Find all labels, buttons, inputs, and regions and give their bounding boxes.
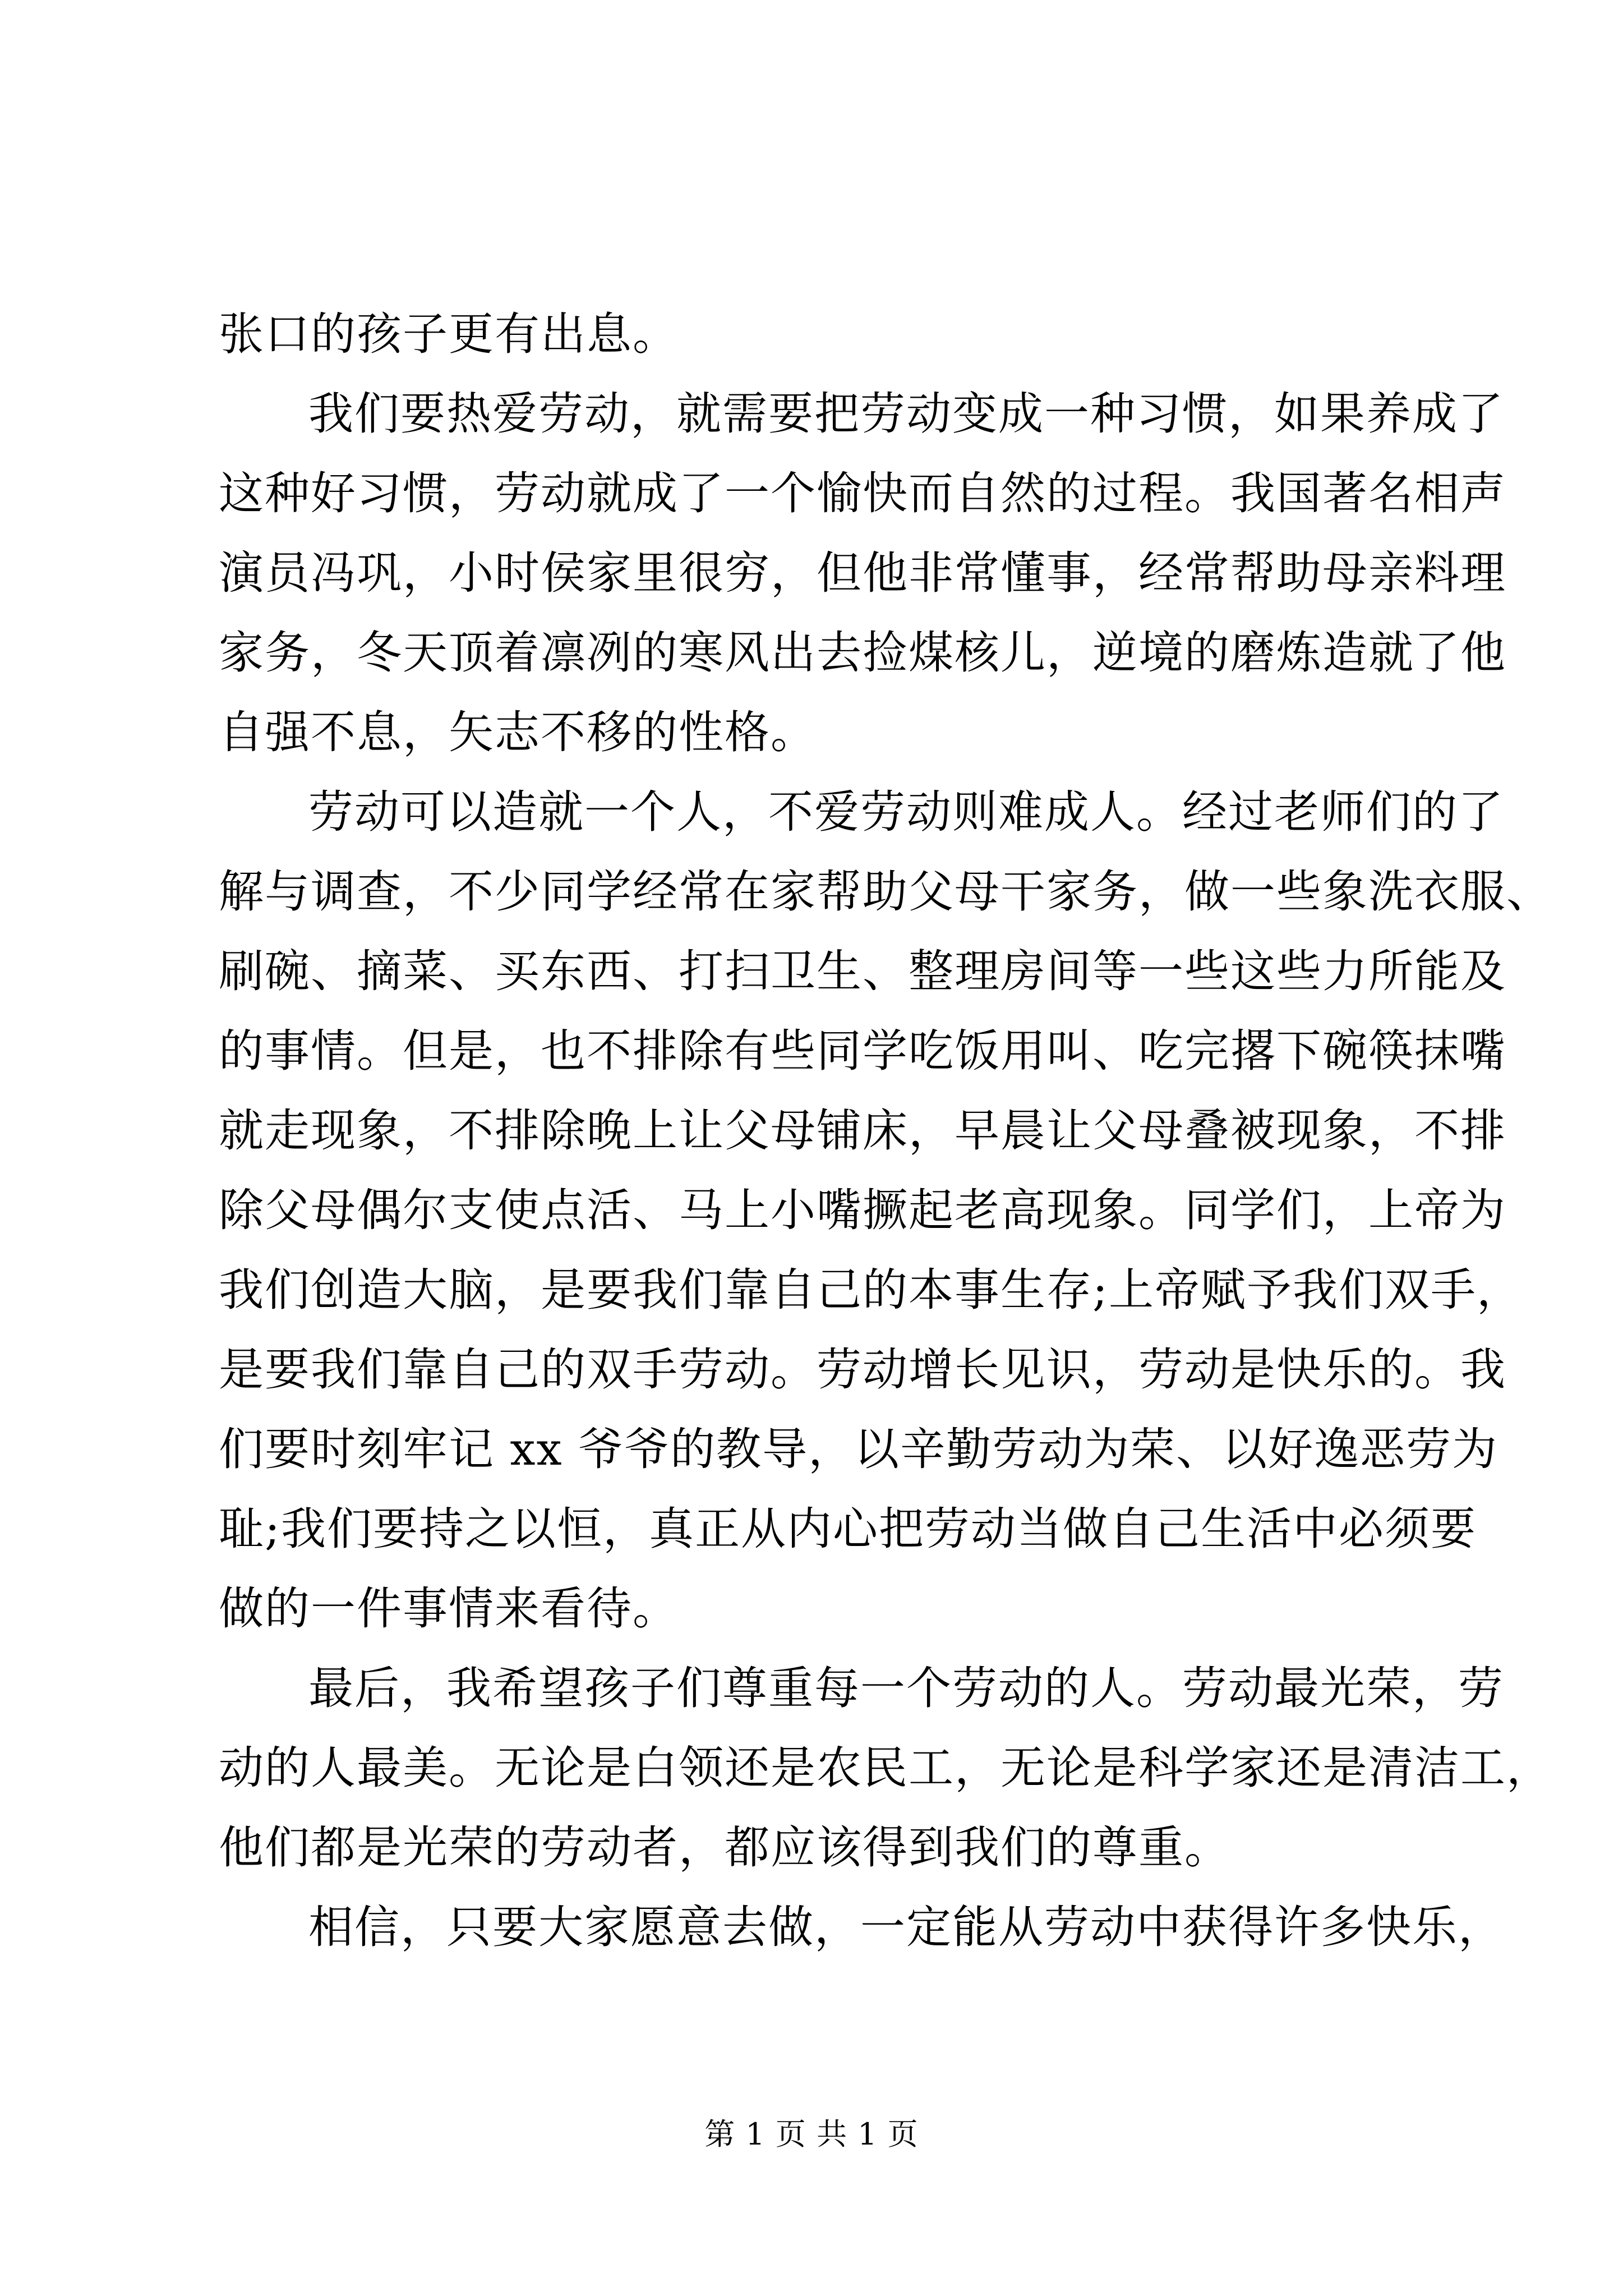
paragraph-line: 我们创造大脑，是要我们靠自己的本事生存;上帝赋予我们双手， [219, 1264, 1523, 1316]
paragraph-line: 是要我们靠自己的双手劳动。劳动增长见识，劳动是快乐的。我 [219, 1343, 1506, 1396]
paragraph-line: 动的人最美。无论是白领还是农民工，无论是科学家还是清洁工， [219, 1742, 1552, 1794]
document-body [219, 295, 1552, 1967]
paragraph-line: 除父母偶尔支使点活、马上小嘴撅起老高现象。同学们，上帝为 [219, 1184, 1506, 1236]
paragraph-line: 耻;我们要持之以恒，真正从内心把劳动当做自己生活中必须要 [219, 1503, 1477, 1555]
paragraph-line: 我们要热爱劳动，就需要把劳动变成一种习惯，如果养成了 [308, 388, 1504, 440]
paragraph-line: 最后，我希望孩子们尊重每一个劳动的人。劳动最光荣，劳 [308, 1662, 1504, 1714]
paragraph-line: 的事情。但是，也不排除有些同学吃饭用叫、吃完撂下碗筷抹嘴 [219, 1025, 1506, 1077]
paragraph-line: 这种好习惯，劳动就成了一个愉快而自然的过程。我国著名相声 [219, 467, 1506, 519]
paragraph-line: 劳动可以造就一个人，不爱劳动则难成人。经过老师们的了 [308, 786, 1504, 838]
paragraph-line: 解与调查，不少同学经常在家帮助父母干家务，做一些象洗衣服、 [219, 866, 1552, 918]
paragraph-line: 他们都是光荣的劳动者，都应该得到我们的尊重。 [219, 1821, 1230, 1874]
paragraph-line: 们要时刻牢记 xx 爷爷的教导，以辛勤劳动为荣、以好逸恶劳为 [219, 1423, 1498, 1475]
paragraph-line: 张口的孩子更有出息。 [219, 308, 679, 360]
paragraph-line: 家务，冬天顶着凛冽的寒风出去捡煤核儿，逆境的磨炼造就了他 [219, 627, 1506, 679]
paragraph-line: 刷碗、摘菜、买东西、打扫卫生、整理房间等一些这些力所能及 [219, 945, 1506, 997]
paragraph-line: 演员冯巩，小时侯家里很穷，但他非常懂事，经常帮助母亲料理 [219, 547, 1506, 599]
paragraph-line: 相信，只要大家愿意去做，一定能从劳动中获得许多快乐， [308, 1901, 1504, 1953]
paragraph-line: 就走现象，不排除晚上让父母铺床，早晨让父母叠被现象，不排 [219, 1105, 1506, 1157]
page-number-footer: 第 1 页 共 1 页 [704, 2116, 919, 2152]
paragraph-line: 做的一件事情来看待。 [219, 1582, 679, 1635]
paragraph-line: 自强不息，矢志不移的性格。 [219, 706, 817, 758]
